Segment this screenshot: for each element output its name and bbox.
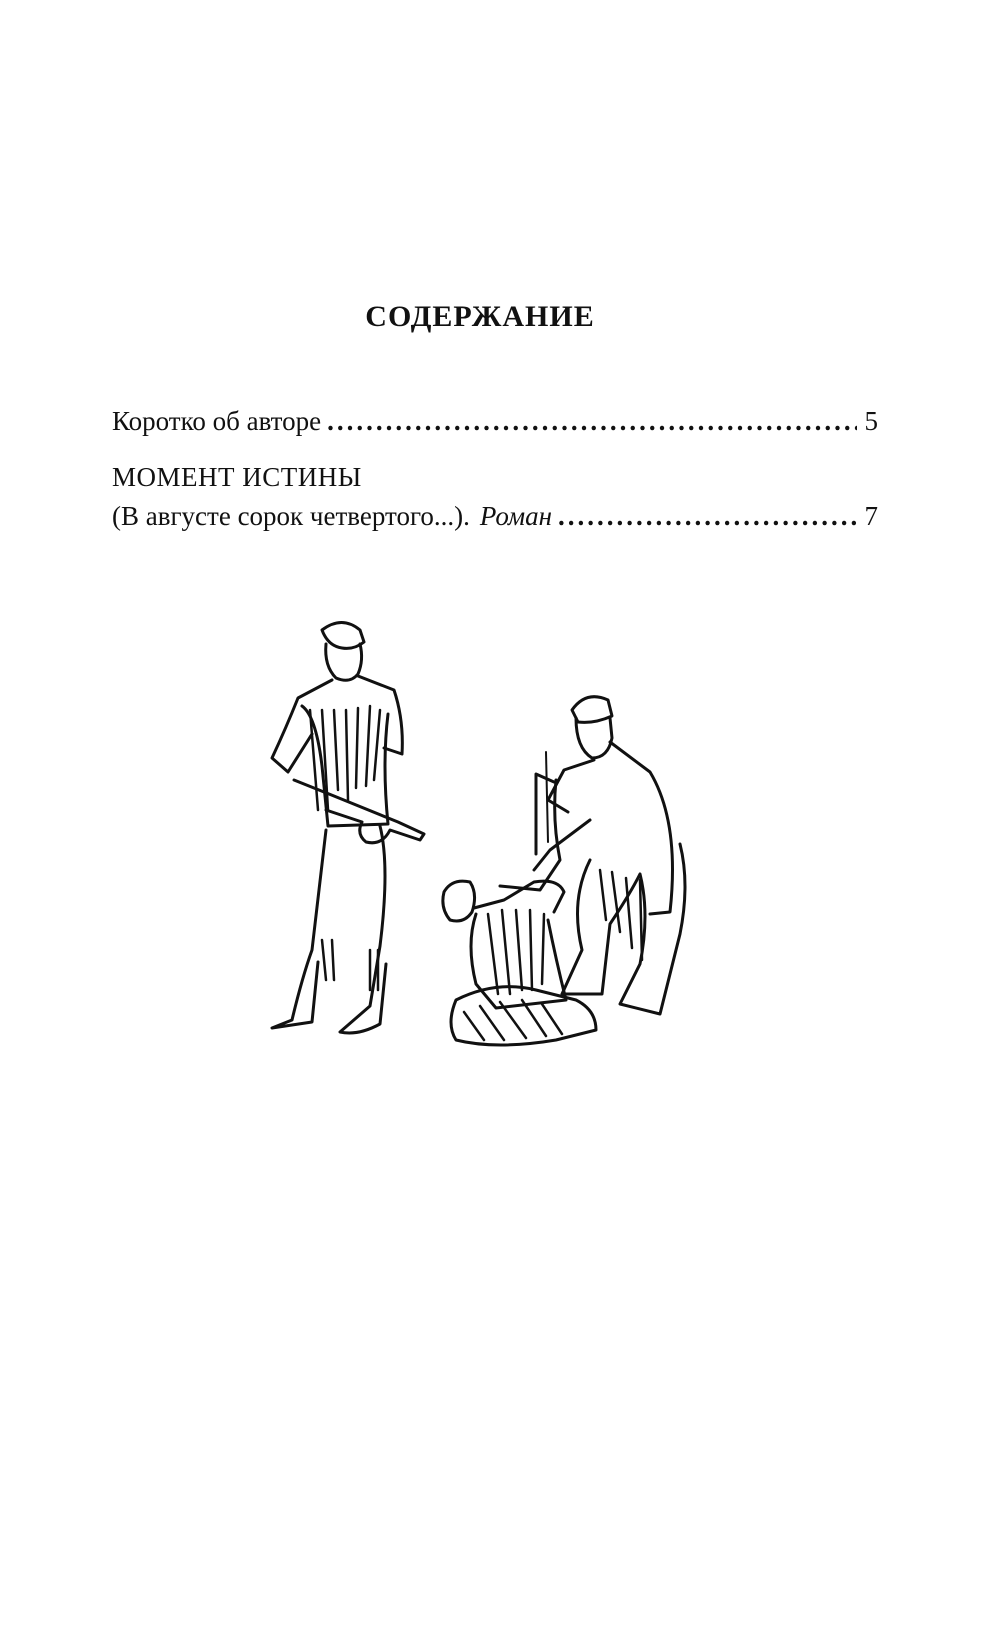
table-of-contents	[112, 405, 878, 532]
standing-soldier-figure	[272, 623, 424, 1034]
toc-page-number: 7	[864, 500, 878, 531]
toc-page-number: 5	[864, 406, 878, 436]
toc-entry-title: Коротко об авторе	[112, 406, 322, 436]
kneeling-figure	[443, 881, 596, 1045]
toc-entry[interactable]	[112, 405, 878, 437]
toc-entry-title: (В августе сорок четвертого...).	[112, 500, 470, 531]
restraining-soldier-figure	[500, 697, 685, 1014]
toc-entry[interactable]	[112, 500, 878, 532]
dot-leader	[558, 500, 857, 532]
toc-entry-genre: Роман	[479, 500, 552, 531]
soldiers-illustration-icon	[260, 610, 740, 1080]
dot-leader	[327, 405, 856, 437]
page-title: СОДЕРЖАНИЕ	[365, 300, 595, 333]
toc-work-title: МОМЕНТ ИСТИНЫ	[112, 462, 362, 493]
